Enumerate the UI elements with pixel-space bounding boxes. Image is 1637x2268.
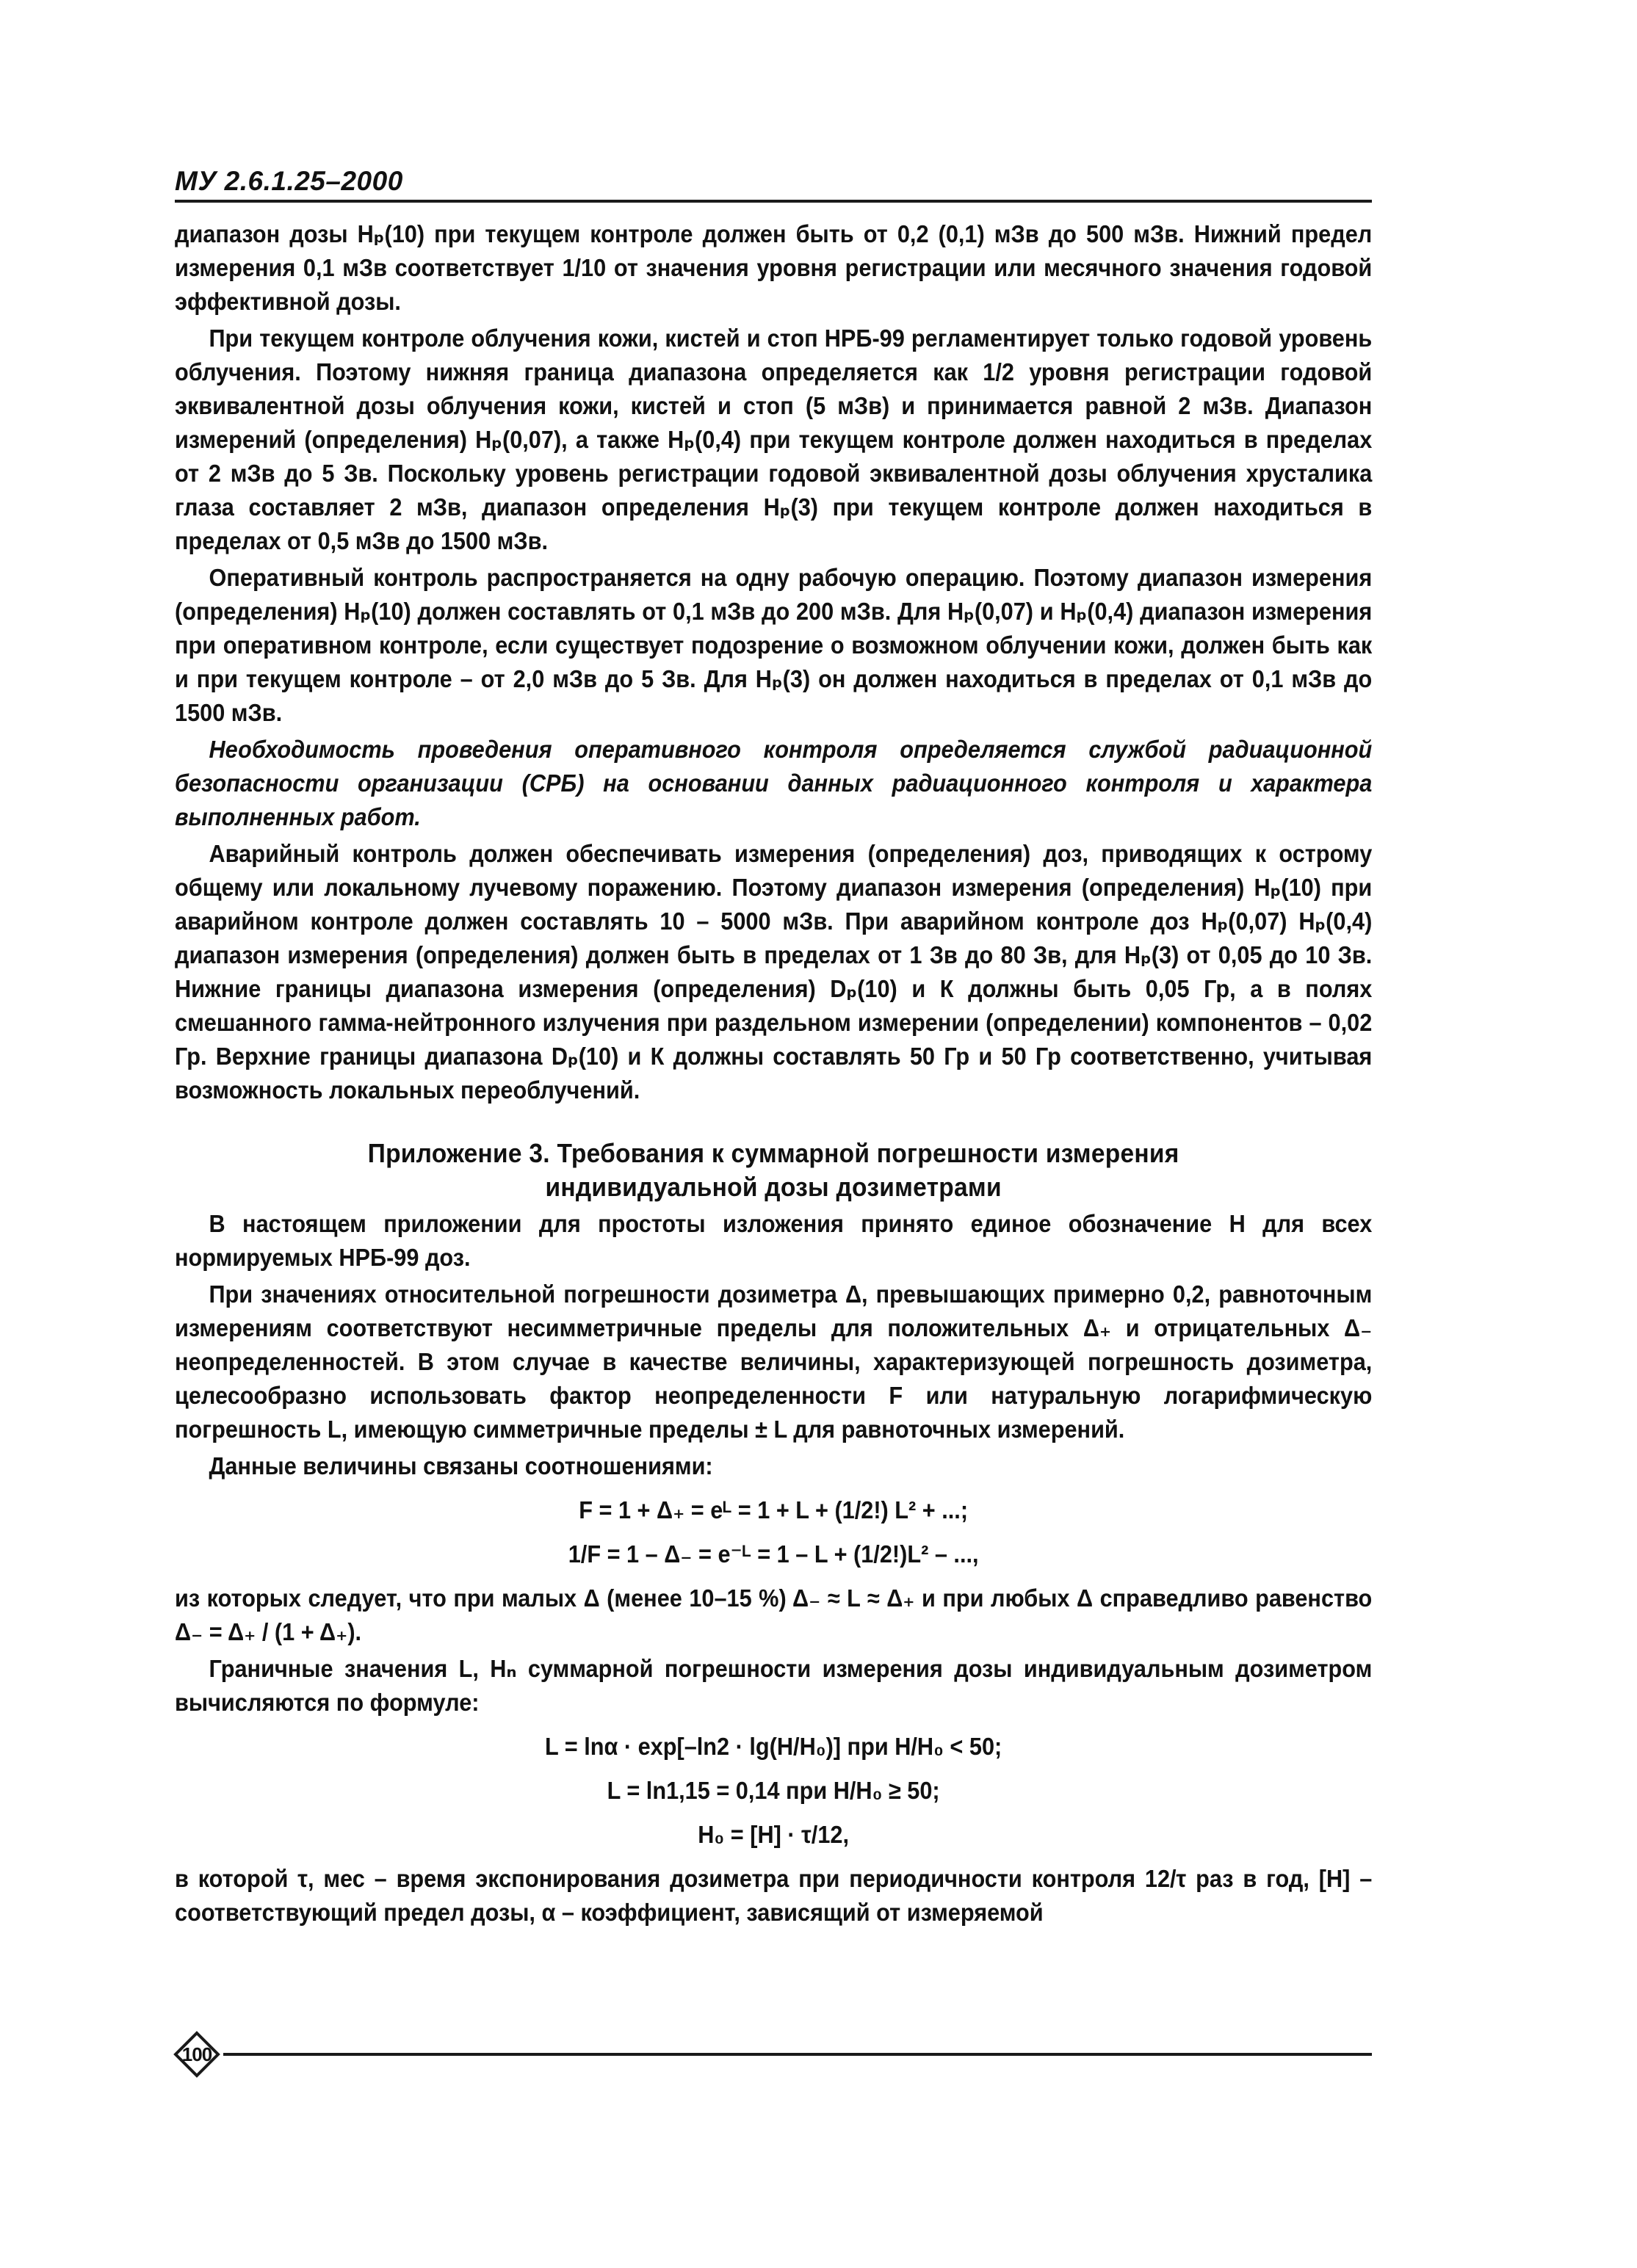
appendix-paragraph-definitions: в которой τ, мес – время экспонирования дозиметра при периодичности контроля 12/τ раз в год, [H] – соответствующий предел дозы, α – коэффициент, зависящий от измеряемой: [175, 1865, 1373, 1926]
appendix-paragraph-consequence: из которых следует, что при малых Δ (менее 10–15 %) Δ₋ ≈ L ≈ Δ₊ и при любых Δ справедливо равенство Δ₋ = Δ₊ / (1 + Δ₊).: [175, 1584, 1373, 1645]
appendix-heading-line1: Приложение 3. Требования к суммарной погрешности измерения: [367, 1138, 1179, 1168]
paragraph-skin-control: При текущем контроле облучения кожи, кистей и стоп НРБ-99 регламентирует только годовой уровень облучения. Поэтому нижняя граница диапазона определяется как 1/2 уровня регистрации годовой эквивалентной дозы облучения кожи, кистей и стоп (5 мЗв) и принимается равной 2 мЗв. Диапазон измерений (определения) Hₚ(0,07), а также Hₚ(0,4) при текущем контроле должен находиться в пределах от 2 мЗв до 5 Зв. Поскольку уровень регистрации годовой эквивалентной дозы облучения хрусталика глаза составляет 2 мЗв, диапазон определения Hₚ(3) при текущем контроле должен находиться в пределах от 0,5 мЗв до 1500 мЗв.: [175, 325, 1373, 554]
appendix-heading-line2: индивидуальной дозы дозиметрами: [545, 1172, 1002, 1202]
appendix-paragraph-boundary: Граничные значения L, Hₙ суммарной погрешности измерения дозы индивидуальным дозиметром вычисляются по формуле:: [175, 1655, 1373, 1716]
page-number: 100: [181, 2043, 212, 2065]
formula-log-error: L = lnα · exp[–ln2 · lg(H/H₀)] при H/H₀ < 50;: [545, 1733, 1002, 1760]
running-header: [175, 163, 1372, 203]
paragraph-dose-range-current: диапазон дозы Hₚ(10) при текущем контроле должен быть от 0,2 (0,1) мЗв до 500 мЗв. Нижний предел измерения 0,1 мЗв соответствует 1/10 от значения уровня регистрации или месячного значения годовой эффективной дозы.: [175, 220, 1373, 315]
footer-rule: [223, 2053, 1372, 2056]
formula-uncertainty-factor: F = 1 + Δ₊ = eᴸ = 1 + L + (1/2!) L² + ...;: [579, 1496, 969, 1524]
paragraph-emergency-control: Аварийный контроль должен обеспечивать измерения (определения) доз, приводящих к острому общему или локальному лучевому поражению. Поэтому диапазон измерения (определения) Hₚ(10) при аварийном контроле должен составлять 10 – 5000 мЗв. При аварийном контроле доз Hₚ(0,07) Hₚ(0,4) диапазон измерения (определения) должен быть в пределах от 1 Зв до 80 Зв, для Hₚ(3) от 0,05 до 10 Зв. Нижние границы диапазона измерения (определения) Dₚ(10) и К должны быть 0,05 Гр, а в полях смешанного гамма-нейтронного излучения при раздельном измерении (определении) компонентов – 0,02 Гр. Верхние границы диапазона Dₚ(10) и К должны составлять 50 Гр и 50 Гр соответственно, учитывая возможность локальных переоблучений.: [175, 840, 1373, 1104]
formula-log-error-high: L = ln1,15 = 0,14 при H/H₀ ≥ 50;: [607, 1777, 940, 1804]
appendix-paragraph-relations: Данные величины связаны соотношениями:: [209, 1452, 713, 1479]
paragraph-operative-control: Оперативный контроль распространяется на одну рабочую операцию. Поэтому диапазон измерения (определения) Hₚ(10) должен составлять от 0,1 мЗв до 200 мЗв. Для Hₚ(0,07) и Hₚ(0,4) диапазон измерения при оперативном контроле, если существует подозрение о возможном облучении кожи, должен быть как и при текущем контроле – от 2,0 мЗв до 5 Зв. Для Hₚ(3) он должен находиться в пределах от 0,1 мЗв до 1500 мЗв.: [175, 564, 1373, 726]
appendix-paragraph-notation: В настоящем приложении для простоты изложения принято единое обозначение Н для всех нормируемых НРБ-99 доз.: [175, 1210, 1373, 1271]
formula-h0: H₀ = [H] · τ/12,: [698, 1821, 850, 1848]
appendix-heading: [175, 1137, 1372, 1204]
appendix-paragraph-uncertainty: При значениях относительной погрешности дозиметра Δ, превышающих примерно 0,2, равноточным измерениям соответствуют несимметричные пределы для положительных Δ₊ и отрицательных Δ₋ неопределенностей. В этом случае в качестве величины, характеризующей погрешность дозиметра, целесообразно использовать фактор неопределенности F или натуральную логарифмическую погрешность L, имеющую симметричные пределы ± L для равноточных измерений.: [175, 1280, 1373, 1443]
paragraph-operative-necessity: Необходимость проведения оперативного контроля определяется службой радиационной безопасности организации (СРБ) на основании данных радиационного контроля и характера выполненных работ.: [175, 736, 1373, 830]
page-body: [175, 217, 1372, 1932]
formula-inverse-factor: 1/F = 1 – Δ₋ = e⁻ᴸ = 1 – L + (1/2!)L² – ...,: [568, 1540, 979, 1568]
page-number-badge: [173, 2031, 220, 2078]
document-code: МУ 2.6.1.25–2000: [175, 166, 403, 196]
